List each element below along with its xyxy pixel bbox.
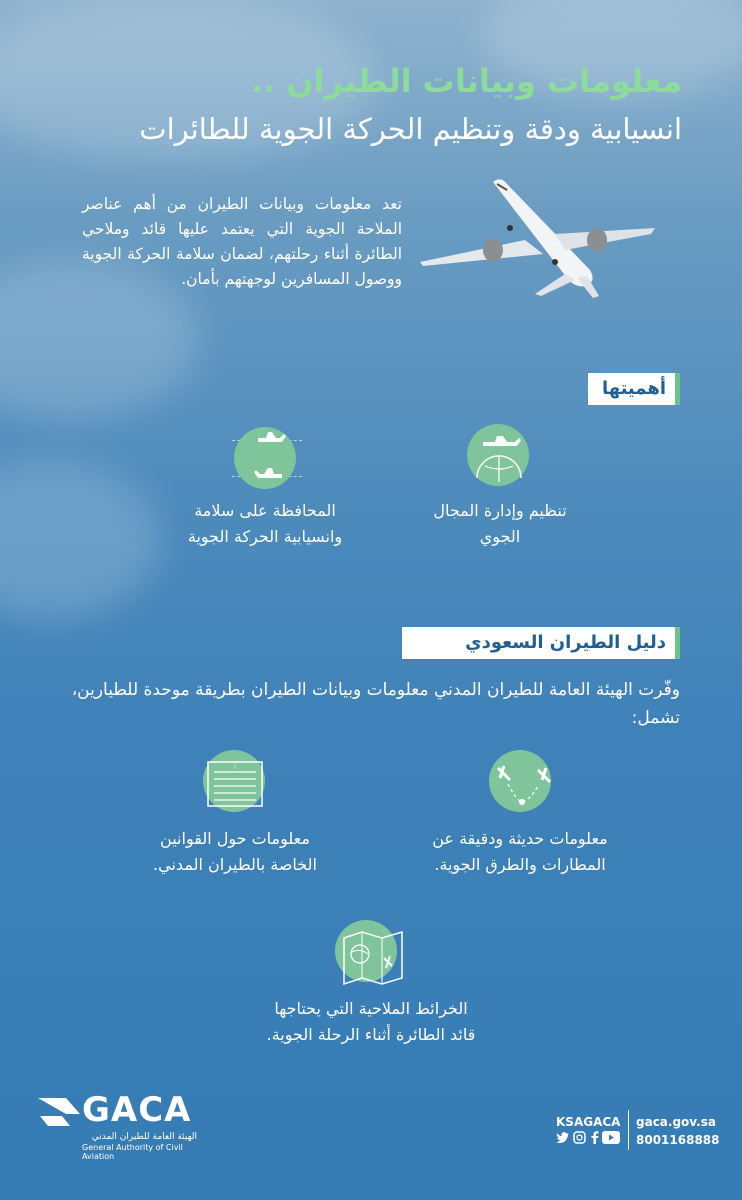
phone-number[interactable]: 8001168888: [636, 1133, 720, 1147]
caption-line: معلومات حول القوانين: [160, 829, 310, 848]
guide-item-maps: [246, 996, 496, 1048]
social-handle[interactable]: KSAGACA: [556, 1115, 621, 1129]
two-planes-icon: [240, 424, 300, 490]
gaca-logo-icon: [36, 1094, 82, 1128]
section-heading-guide: دليل الطيران السعودي: [402, 627, 680, 659]
twitter-icon[interactable]: [556, 1131, 570, 1144]
globe-plane-icon: [463, 426, 535, 486]
svg-text:i: i: [234, 764, 236, 771]
youtube-icon[interactable]: [602, 1131, 620, 1144]
cloud-decoration: [0, 460, 160, 620]
route-planes-icon: [490, 760, 556, 810]
org-name-en: General Authority of Civil Aviation: [82, 1143, 183, 1161]
section-heading-importance: أهميتها: [588, 373, 680, 405]
guide-paragraph: وفّرت الهيئة العامة للطيران المدني معلومات وبيانات الطيران بطريقة موحدة للطيارين، تشمل:: [71, 680, 680, 728]
map-icon: [338, 928, 408, 988]
intro-paragraph: تعد معلومات وبيانات الطيران من أهم عناصر الملاحة الجوية التي يعتمد عليها قائد وملاحي الطائرة أثناء رحلتهم، لضمان سلامة الحركة الجوية ووصول المسافرين لوجهتهم بأمان.: [82, 195, 402, 288]
caption-line: المحافظة على سلامة: [194, 501, 336, 520]
logo-text: GACA: [82, 1090, 192, 1130]
page-subtitle: انسيابية ودقة وتنظيم الحركة الجوية للطائرات: [139, 112, 682, 146]
importance-item-airspace: [400, 498, 600, 550]
importance-item-safety: [155, 498, 375, 550]
caption-line: الخاصة بالطيران المدني.: [153, 855, 317, 874]
guide-item-laws: [130, 826, 340, 878]
caption-line: قائد الطائرة أثناء الرحلة الجوية.: [266, 1025, 476, 1044]
caption-line: الجوي: [479, 527, 521, 546]
caption-line: وانسيابية الحركة الجوية: [187, 527, 343, 546]
document-icon: [204, 760, 266, 808]
caption-line: تنظيم وإدارة المجال: [433, 501, 567, 520]
instagram-icon[interactable]: [573, 1131, 586, 1144]
divider: [628, 1110, 629, 1150]
caption-line: المطارات والطرق الجوية.: [434, 855, 606, 874]
airplane-illustration: [415, 170, 665, 300]
facebook-icon[interactable]: [590, 1131, 599, 1144]
caption-line: الخرائط الملاحية التي يحتاجها: [274, 999, 468, 1018]
page-title: معلومات وبيانات الطيران ..: [250, 62, 682, 100]
org-name-ar: الهيئة العامة للطيران المدني: [91, 1132, 197, 1142]
guide-item-airports: [395, 826, 645, 878]
website-link[interactable]: gaca.gov.sa: [636, 1115, 716, 1129]
caption-line: معلومات حديثة ودقيقة عن: [432, 829, 608, 848]
